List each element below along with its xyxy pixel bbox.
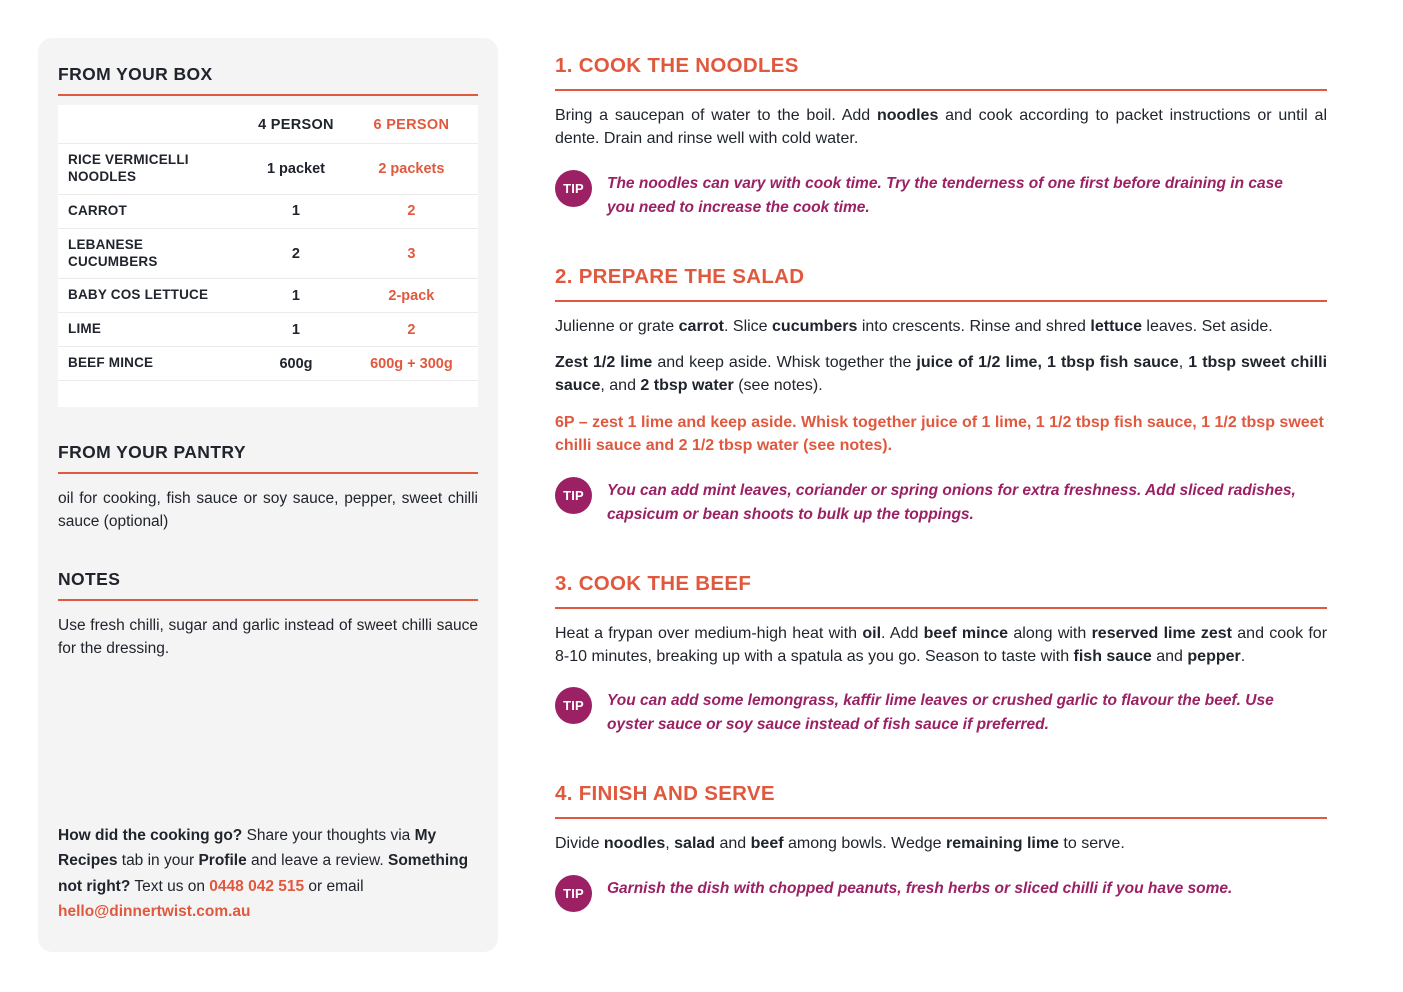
ingredient-name: BABY COS LETTUCE xyxy=(68,287,209,303)
step-1-cook-the-noodles xyxy=(555,54,1327,220)
text-segment: Share your thoughts via xyxy=(242,827,415,844)
step-paragraph xyxy=(555,315,1327,338)
quantity-4-person: 1 xyxy=(291,203,300,220)
step-paragraph xyxy=(555,832,1327,855)
ingredient-name: LIME xyxy=(68,321,102,337)
text-segment: along with xyxy=(1008,624,1092,642)
text-segment: or email xyxy=(304,877,364,895)
text-segment: Heat a frypan over medium-high heat with xyxy=(555,624,863,642)
text-segment: Bring a saucepan of water to the boil. Add xyxy=(555,107,877,124)
bold-text-segment: My Recipes xyxy=(58,827,437,870)
pantry-section xyxy=(58,442,478,534)
ingredients-table xyxy=(58,105,478,407)
text-segment: and keep aside. Whisk together the xyxy=(652,354,917,372)
step-title: 3. COOK THE BEEF xyxy=(555,572,1327,609)
text-segment: , xyxy=(1178,354,1189,372)
text-segment: to serve. xyxy=(1058,835,1125,853)
tip-badge: TIP xyxy=(555,687,592,724)
ingredient-name: CARROT xyxy=(68,202,127,218)
quantity-4-person: 600g xyxy=(279,355,313,372)
tip-callout xyxy=(555,875,1327,912)
bold-text-segment: beef mince xyxy=(923,624,1009,642)
bold-text-segment: Profile xyxy=(198,852,247,870)
text-segment: (see notes). xyxy=(733,377,823,395)
step-3-cook-the-beef xyxy=(555,572,1327,738)
tip-callout xyxy=(555,477,1327,527)
table-row xyxy=(58,312,478,346)
quantity-6-person: 2 xyxy=(407,321,416,338)
text-segment: and xyxy=(1151,647,1188,665)
bold-text-segment: remaining lime xyxy=(946,835,1059,853)
text-segment: Divide xyxy=(555,835,604,853)
step-paragraph xyxy=(555,351,1327,398)
bold-text-segment: oil xyxy=(862,624,882,642)
quantity-6-person: 3 xyxy=(407,245,416,262)
bold-text-segment: How did the cooking go? xyxy=(58,827,243,844)
notes-title: NOTES xyxy=(58,569,478,601)
bold-text-segment: juice of 1/2 lime, 1 tbsp fish sauce xyxy=(916,354,1179,372)
ingredient-name: LEBANESE CUCUMBERS xyxy=(68,236,158,269)
text-segment: leaves. Set aside. xyxy=(1141,317,1273,335)
text-segment: among bowls. Wedge xyxy=(783,835,947,853)
quantity-4-person: 1 packet xyxy=(266,160,325,177)
text-segment: Julienne or grate xyxy=(555,317,679,335)
tip-text: Garnish the dish with chopped peanuts, fresh herbs or sliced chilli if you have some. xyxy=(607,879,1233,897)
step-paragraph xyxy=(555,622,1327,669)
tip-text: You can add some lemongrass, kaffir lime leaves or crushed garlic to flavour the beef. Use oyster sauce or soy sauce instead of fish sauce if preferred. xyxy=(607,692,1274,734)
quantity-6-person: 2 xyxy=(407,203,416,220)
table-row xyxy=(58,228,478,279)
bold-text-segment: Zest 1/2 lime xyxy=(555,354,653,372)
quantity-6-person: 600g + 300g xyxy=(370,355,453,372)
tip-badge: TIP xyxy=(555,875,592,912)
tip-callout xyxy=(555,687,1327,737)
step-4-finish-and-serve xyxy=(555,782,1327,911)
tip-callout xyxy=(555,170,1327,220)
bold-text-segment: reserved lime zest xyxy=(1091,624,1232,642)
text-segment: Text us on xyxy=(130,877,210,895)
sidebar-panel xyxy=(38,38,498,952)
column-header-6-person: 6 PERSON xyxy=(373,117,450,133)
step-title: 4. FINISH AND SERVE xyxy=(555,782,1327,819)
notes-text: Use fresh chilli, sugar and garlic instead of sweet chilli sauce for the dressing. xyxy=(58,616,478,657)
step-paragraph xyxy=(555,104,1327,151)
text-segment: and cook according to packet instructions or until al dente. Drain and rinse well with cold water. xyxy=(555,107,1328,148)
contact-link[interactable]: 0448 042 515 xyxy=(209,877,305,895)
bold-text-segment: 1 tbsp sweet chilli sauce xyxy=(555,354,1328,395)
text-segment: into crescents. Rinse and shred xyxy=(857,317,1091,335)
step-title: 2. PREPARE THE SALAD xyxy=(555,265,1327,302)
quantity-4-person: 1 xyxy=(291,321,300,338)
quantity-6-person: 2 packets xyxy=(378,160,445,177)
step-paragraph-6-person-variant xyxy=(555,411,1327,458)
from-your-pantry-title: FROM YOUR PANTRY xyxy=(58,442,478,474)
tip-text: You can add mint leaves, coriander or spring onions for extra freshness. Add sliced radishes, capsicum or bean shoots to bulk up the toppings. xyxy=(607,481,1296,523)
column-header-4-person: 4 PERSON xyxy=(258,117,334,133)
table-row xyxy=(58,194,478,228)
from-your-box-title: FROM YOUR BOX xyxy=(58,64,478,96)
bold-text-segment: noodles xyxy=(877,107,939,124)
text-segment: and cook for 8-10 minutes, breaking up with a spatula as you go. Season to taste with xyxy=(555,624,1328,665)
bold-text-segment: Something not right? xyxy=(58,852,469,895)
bold-text-segment: salad xyxy=(674,835,716,853)
text-segment: 6P – zest 1 lime and keep aside. Whisk together juice of 1 lime, 1 1/2 tbsp fish sauce, 1 1/2 tbsp sweet chilli sauce and 2 1/2 tbsp water (see notes). xyxy=(555,413,1324,455)
step-2-prepare-the-salad xyxy=(555,265,1327,527)
text-segment: . Slice xyxy=(724,317,773,335)
recipe-steps xyxy=(555,54,1327,912)
ingredient-name: BEEF MINCE xyxy=(68,355,154,371)
bold-text-segment: 2 tbsp water xyxy=(640,377,734,395)
bold-text-segment: cucumbers xyxy=(772,317,858,335)
quantity-4-person: 1 xyxy=(291,287,300,304)
table-header-row xyxy=(58,105,478,143)
bold-text-segment: carrot xyxy=(678,317,724,335)
ingredient-name: RICE VERMICELLI NOODLES xyxy=(68,152,189,184)
feedback-footer xyxy=(58,823,478,924)
text-segment: tab in your xyxy=(117,852,199,870)
text-segment: , xyxy=(665,835,675,853)
step-title: 1. COOK THE NOODLES xyxy=(555,54,1327,91)
bold-text-segment: fish sauce xyxy=(1073,647,1152,665)
tip-badge: TIP xyxy=(555,170,592,207)
pantry-text: oil for cooking, fish sauce or soy sauce, pepper, sweet chilli sauce (optional) xyxy=(58,490,478,531)
bold-text-segment: lettuce xyxy=(1090,317,1142,335)
bold-text-segment: noodles xyxy=(603,835,666,853)
quantity-6-person: 2-pack xyxy=(388,287,435,304)
quantity-4-person: 2 xyxy=(291,245,300,262)
text-segment: . Add xyxy=(881,624,924,642)
tip-badge: TIP xyxy=(555,477,592,514)
bold-text-segment: beef xyxy=(750,835,784,853)
text-segment: . xyxy=(1240,647,1246,665)
table-row xyxy=(58,143,478,194)
table-bottom-padding xyxy=(58,380,478,407)
bold-text-segment: pepper xyxy=(1187,647,1241,665)
text-segment: and xyxy=(715,835,751,853)
text-segment: and leave a review. xyxy=(246,852,388,870)
text-segment: , and xyxy=(600,377,641,395)
notes-section xyxy=(58,569,478,661)
table-row xyxy=(58,278,478,312)
tip-text: The noodles can vary with cook time. Try the tenderness of one first before draining in case you need to increase the cook time. xyxy=(607,174,1283,216)
contact-link[interactable]: hello@dinnertwist.com.au xyxy=(58,902,251,920)
table-row xyxy=(58,346,478,380)
